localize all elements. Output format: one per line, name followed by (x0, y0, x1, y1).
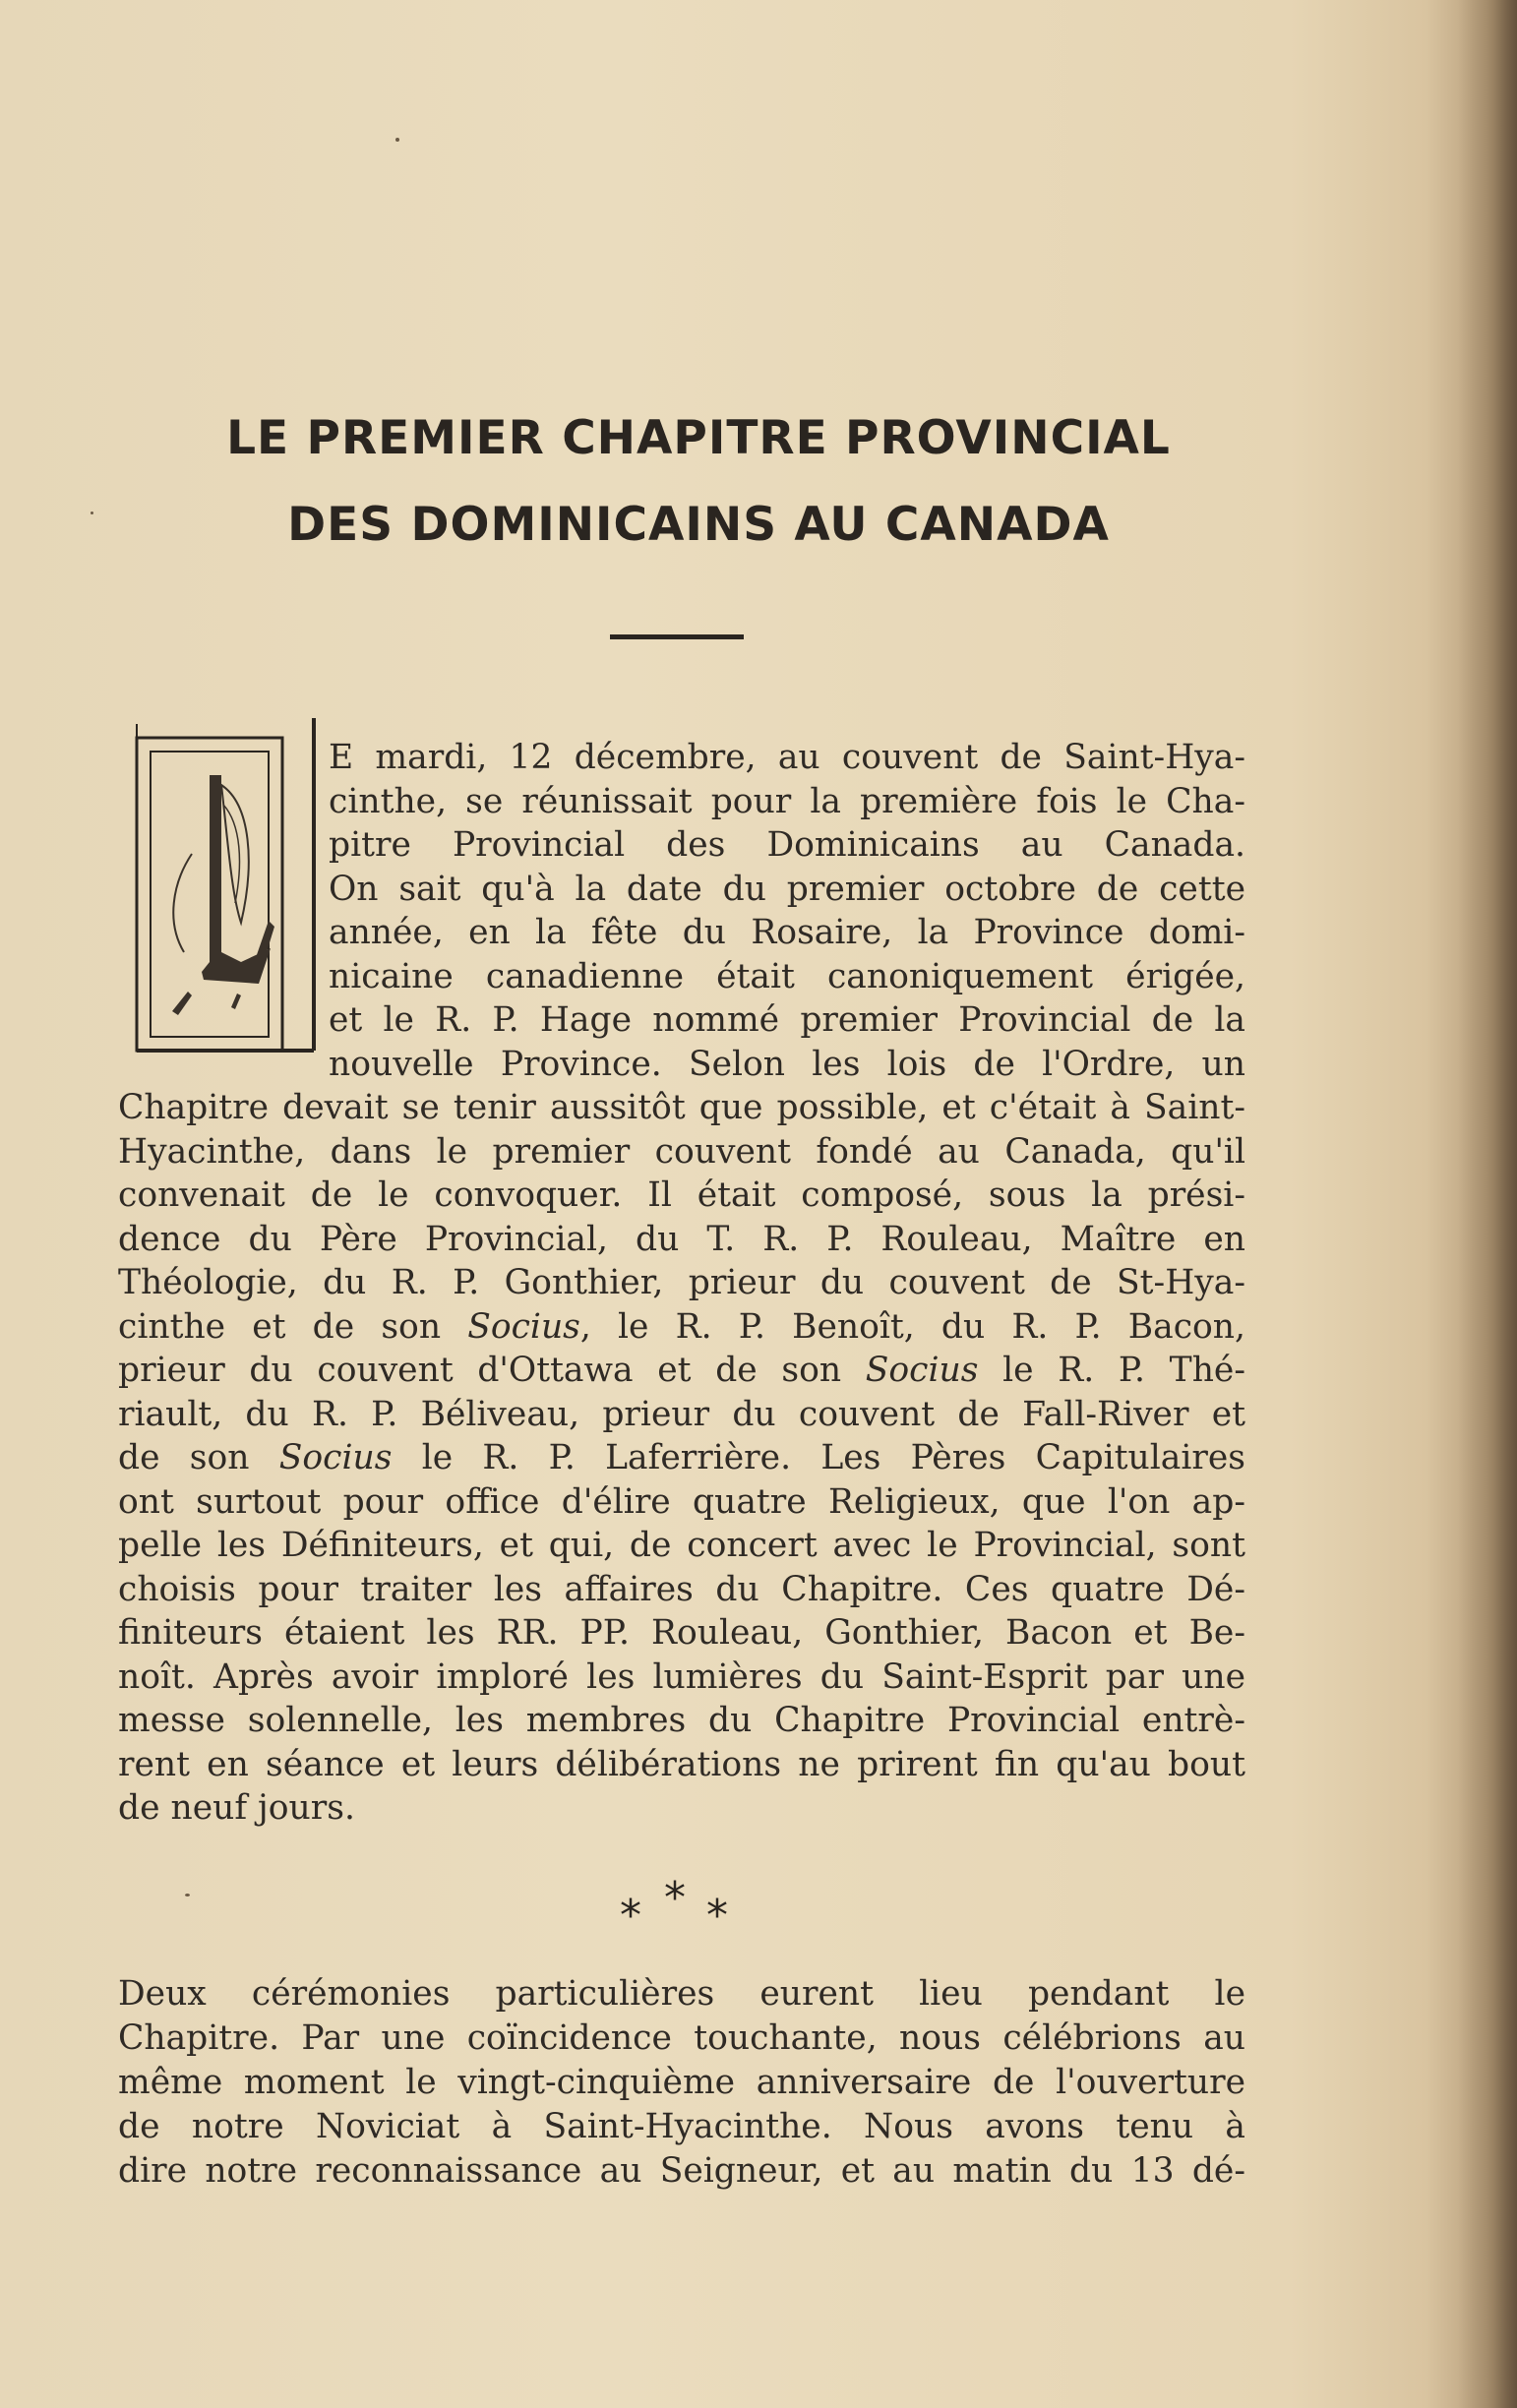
text-line: finiteurs étaient les RR. PP. Rouleau, Gonthier, Bacon et Be- (118, 1613, 1245, 1653)
text-line: choisis pour traiter les affaires du Chapitre. Ces quatre Dé- (118, 1569, 1245, 1609)
paragraph-1-wrapped (329, 736, 1245, 1086)
text-line: nicaine canadienne était canoniquement érigée, (329, 956, 1245, 996)
text-line: E mardi, 12 décembre, au couvent de Saint-Hya- (329, 738, 1245, 777)
title-line-2: DES DOMINICAINS AU CANADA (287, 498, 1110, 552)
paper-speck (395, 138, 399, 142)
text-line: Chapitre. Par une coïncidence touchante, nous célébrions au (118, 2018, 1245, 2058)
title-rule (610, 634, 744, 639)
text-line: ont surtout pour office d'élire quatre Religieux, que l'on ap- (118, 1481, 1245, 1522)
section-separator-asterisks (590, 1869, 767, 1941)
separator-asterisk: * (706, 1891, 728, 1941)
text-line: Chapitre devait se tenir aussitôt que possible, et c'était à Saint- (118, 1088, 1245, 1127)
text-line: dire notre reconnaissance au Seigneur, et au matin du 13 dé- (118, 2151, 1245, 2191)
paper-speck (91, 512, 93, 514)
text-line: rent en séance et leurs délibérations ne prirent fin qu'au bout (118, 1744, 1245, 1784)
text-line: pelle les Définiteurs, et qui, de concert avec le Provincial, sont (118, 1526, 1245, 1565)
text-line: Hyacinthe, dans le premier couvent fondé au Canada, qu'il (118, 1131, 1245, 1172)
text-line: de notre Noviciat à Saint-Hyacinthe. Nous avons tenu à (118, 2107, 1245, 2146)
text-line: cinthe et de son Socius, le R. P. Benoît, du R. P. Bacon, (118, 1306, 1245, 1347)
text-line: prieur du couvent d'Ottawa et de son Socius le R. P. Thé- (118, 1351, 1245, 1390)
text-line: année, en la fête du Rosaire, la Province domi- (329, 913, 1245, 952)
paper-speck (185, 1894, 190, 1896)
text-line: messe solennelle, les membres du Chapitre Provincial entrè- (118, 1701, 1245, 1740)
text-line: de neuf jours. (118, 1788, 355, 1828)
text-line: riault, du R. P. Béliveau, prieur du couvent de Fall-River et (118, 1394, 1245, 1434)
page-spine-shadow (1458, 0, 1517, 2408)
ornamental-dropcap (133, 716, 318, 1074)
title-line-1: LE PREMIER CHAPITRE PROVINCIAL (226, 411, 1171, 465)
text-line: convenait de le convoquer. Il était composé, sous la prési- (118, 1175, 1245, 1215)
text-line: noît. Après avoir imploré les lumières du Saint-Esprit par une (118, 1656, 1245, 1697)
text-line: de son Socius le R. P. Laferrière. Les Pères Capitulaires (118, 1438, 1245, 1477)
text-line: même moment le vingt-cinquième anniversaire de l'ouverture (118, 2063, 1245, 2102)
text-line: Deux cérémonies particulières eurent lieu pendant le (118, 1974, 1245, 2014)
text-line: cinthe, se réunissait pour la première fois le Cha- (329, 781, 1245, 821)
text-line: dence du Père Provincial, du T. R. P. Rouleau, Maître en (118, 1219, 1245, 1259)
paragraph-1-continued (118, 1086, 1245, 1831)
text-line: pitre Provincial des Dominicains au Canada. (329, 825, 1245, 865)
separator-asterisk: * (664, 1873, 686, 1923)
separator-asterisk: * (620, 1891, 641, 1941)
text-line: nouvelle Province. Selon les lois de l'Ordre, un (329, 1044, 1245, 1084)
text-line: Théologie, du R. P. Gonthier, prieur du couvent de St-Hya- (118, 1263, 1245, 1302)
paragraph-2 (118, 1972, 1245, 2194)
text-line: On sait qu'à la date du premier octobre de cette (329, 869, 1245, 909)
text-line: et le R. P. Hage nommé premier Provincial de la (329, 1000, 1245, 1040)
